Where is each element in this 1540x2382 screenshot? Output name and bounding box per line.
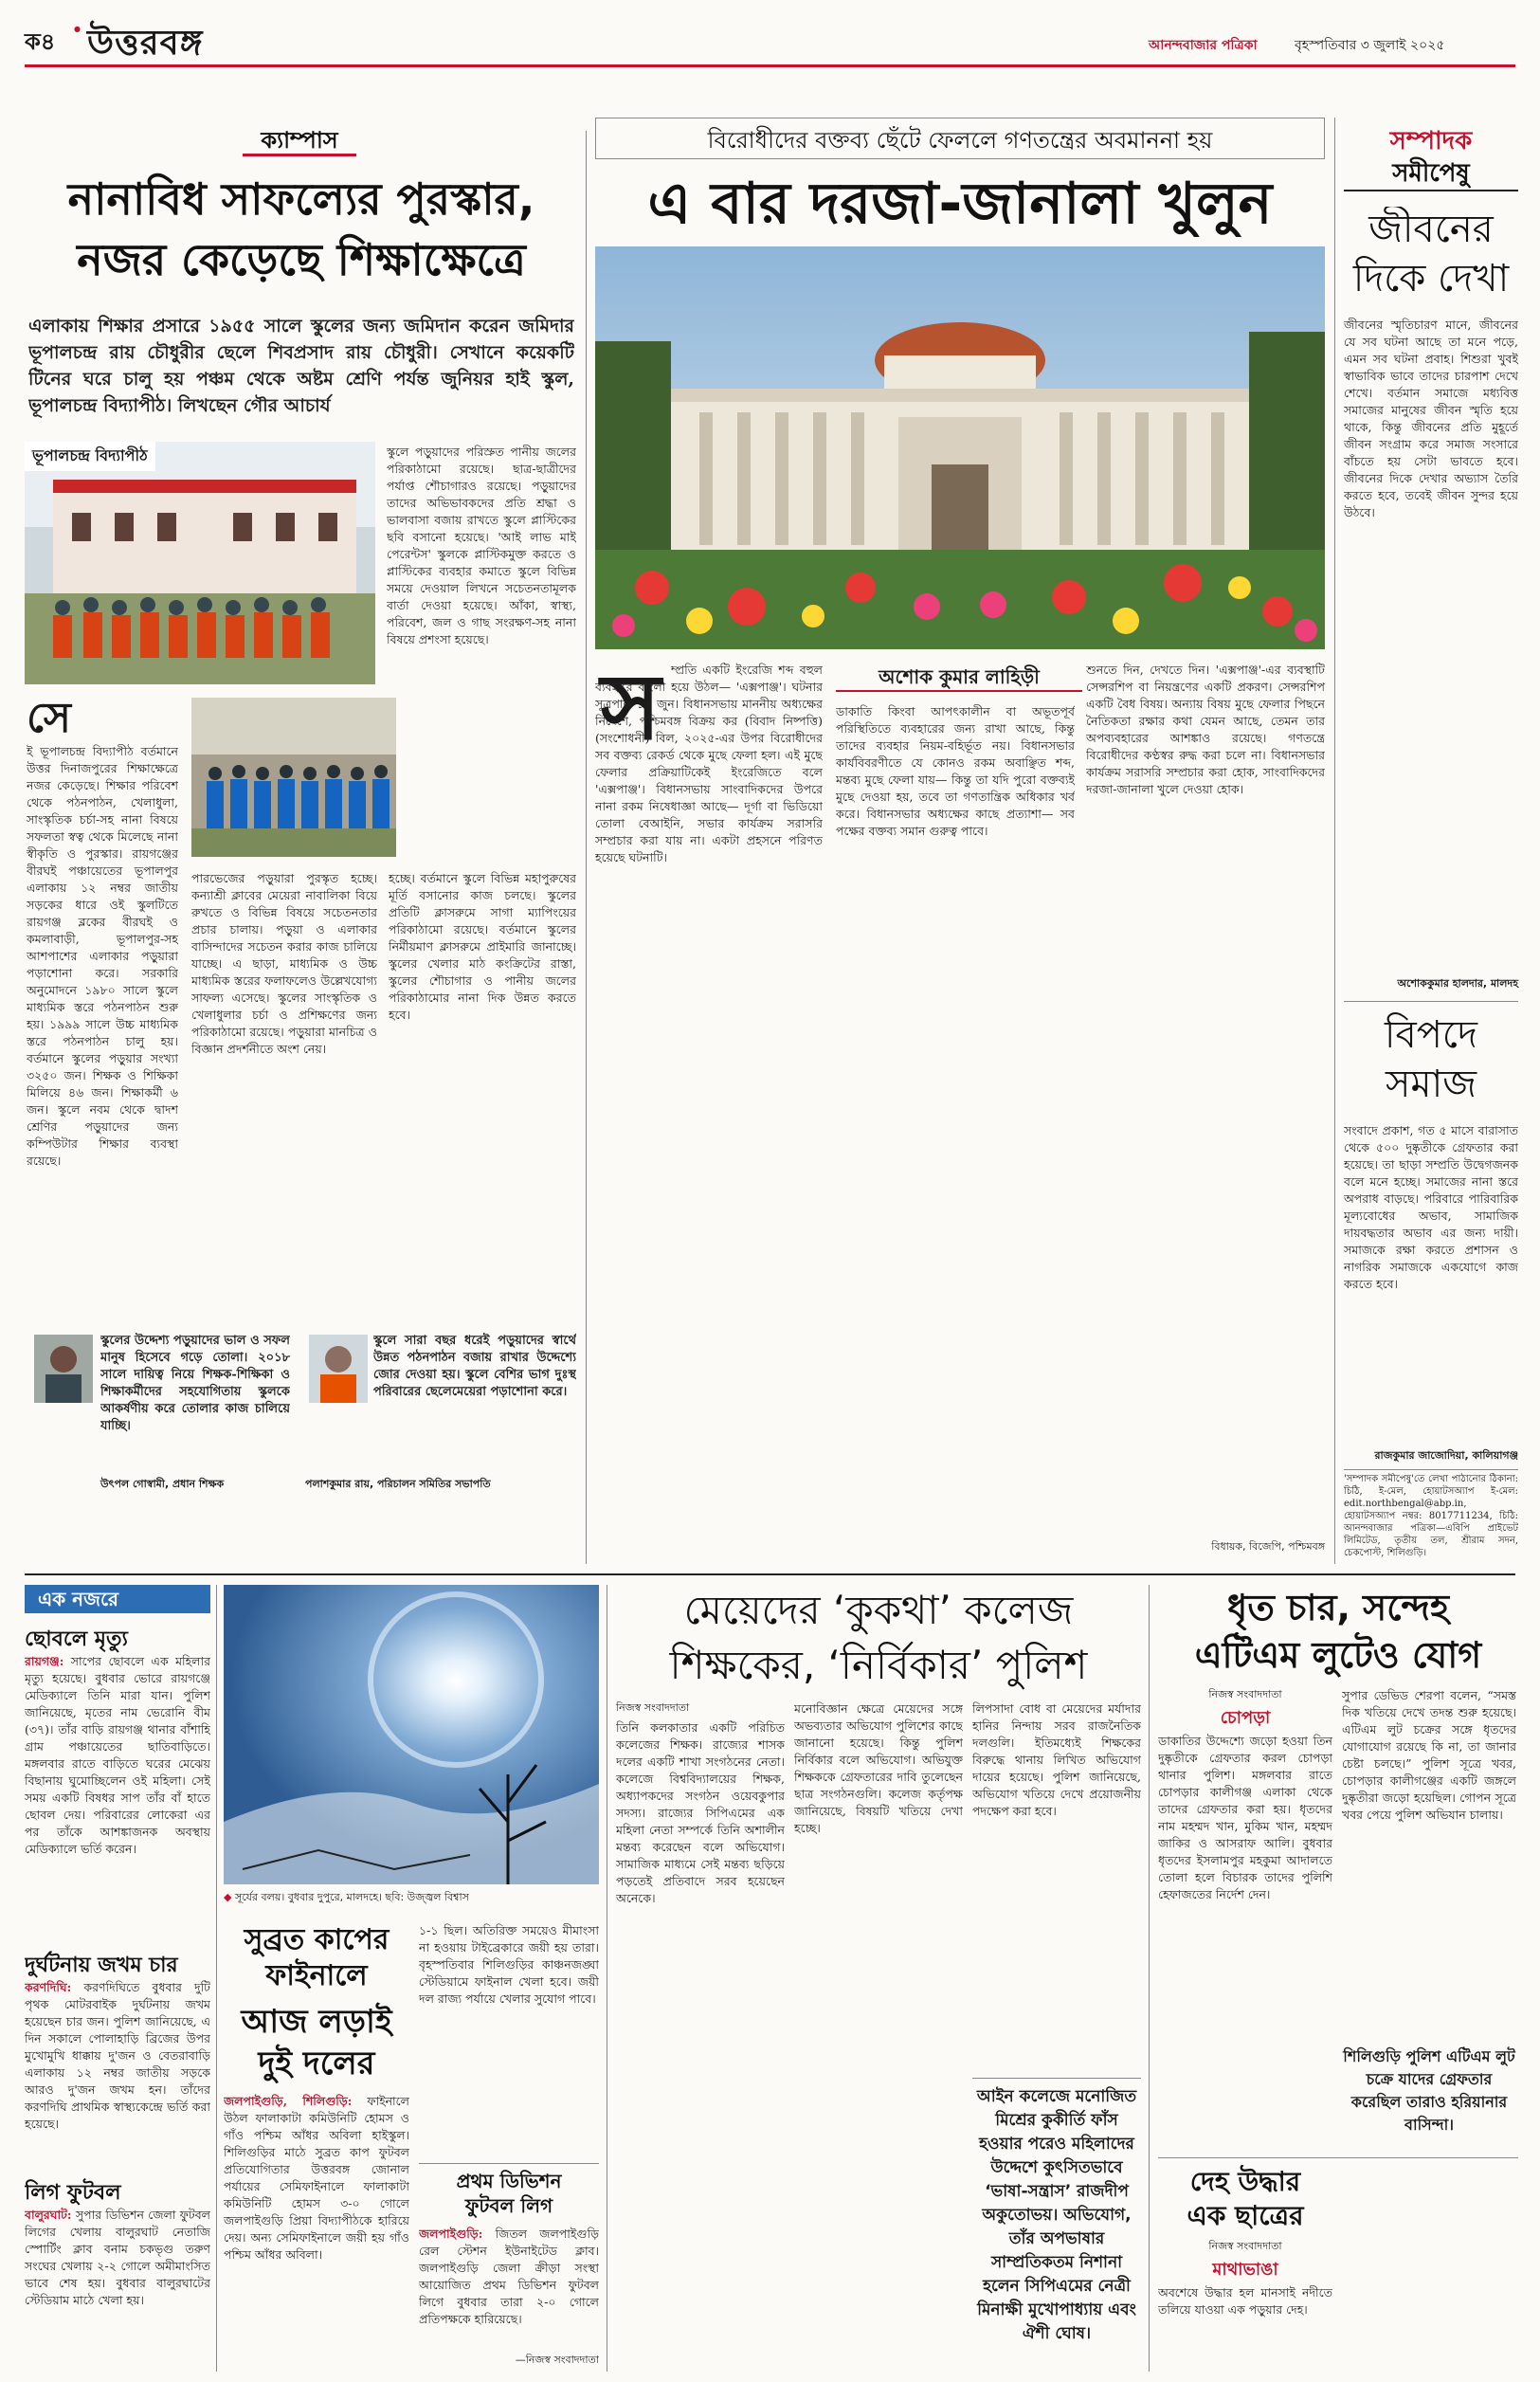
section-title: উত্তরবঙ্গ (87, 24, 204, 63)
letter-2-title-1: বিপদে (1385, 1013, 1477, 1057)
deho-place: মাথাভাঙা (1212, 2260, 1278, 2280)
letters-kicker-2: সমীপেষু (1392, 159, 1470, 188)
sky-photo-caption (224, 1890, 599, 1904)
letter-1-author: অশোককুমার হালদার, মালদহ (1397, 977, 1518, 990)
president-quote: স্কুলে সারা বছর ধরেই পড়ুয়াদের স্বার্থে উন্নত পঠনপাঠন বজায় রাখার উদ্দেশ্যে জোর দেওয়া হয়। স্কুলে বেশির ভাগ দুঃস্থ পরিবারের ছেলেমেয়েরা পড়াশোনা করে। (373, 1334, 576, 1399)
editorial-headline: এ বার দরজা-জানালা খুলুন (647, 171, 1273, 237)
editorial-byline: অশোক কুমার লাহিড়ী (879, 665, 1040, 688)
campus-col1: ই ভূপালচন্দ্র বিদ্যাপীঠ বর্তমানে উত্তর দিনাজপুরের শিক্ষাক্ষেত্রে নজর কেড়েছে। শিক্ষার পরিবেশ থেকে পঠনপাঠন, খেলাধুলা, সাংস্কৃতিক চর্চা-সহ নানা বিষয়ে সফলতা স্বত্ব থেকে মিলেছে নানা স্বীকৃতি ও পুরস্কার। রায়গঞ্জের বীরঘই পঞ্চায়েতের ভূপালপুর এলাকায় ১২ নম্বর জাতীয় সড়কের ধারে ওই স্কুলটিতে রায়গঞ্জ ব্লকের বীরঘই ও কমলাবাড়ী, ভূপালপুর-সহ আশপাশের এলাকার পড়ুয়ারা পড়াশোনা করে। সরকারি অনুমোদনে ১৯৮০ সালে স্কুলে মাধ্যমিক স্তরে পঠনপাঠন শুরু হয়। ১৯৯৯ সালে উচ্চ মাধ্যমিক স্তরে পঠনপাঠন চালু হয়। বর্তমানে স্কুলের পড়ুয়ার সংখ্যা ৩২৫০ জন। শিক্ষক ও শিক্ষিকা মিলিয়ে ৪৬ জন। শিক্ষাকর্মী ৬ জন। স্কুলে নবম থেকে দ্বাদশ শ্রেণির পড়ুয়াদের জন্য কম্পিউটার শিক্ষার ব্যবস্থা রয়েছে। (27, 744, 178, 1168)
college-headline-2: শিক্ষকের, ‘নির্বিকার’ পুলিশ (669, 1642, 1088, 1688)
news-2-body (25, 1979, 210, 2165)
letters-contact: 'সম্পাদক সমীপেষু'তে লেখা পাঠানোর ঠিকানা: চিঠি, ই-মেল, হোয়াটসঅ্যাপ ই-মেল: edit.northbengal@abp.in, হোয়াটসঅ্যাপ নম্বর: 8017711234, চিঠি: আনন্দবাজার পত্রিকা—এবিপি প্রাইভেট লিমিটেড, তৃতীয় তল, শ্রীরাম সদন, চেকপোস্ট, শিলিগুড়ি। (1344, 1474, 1518, 1558)
deho-headline-1: দেহ উদ্ধার (1189, 2166, 1301, 2197)
campus-tag-underline (243, 154, 356, 156)
editorial-col3: শুনতে দিন, দেখতে দিন। 'এক্সপাঞ্জ'-এর ব্যবস্থাটি সেন্সরশিপ বা নিয়ন্ত্রণের একটি প্রকরণ। সেন্সরশিপ একটি বৈধ বিষয়। অন্যায় বিষয় মুছে ফেলার পিছনে নৈতিকতা রক্ষার কথা যেমন আছে, তেমন তার অপব্যবহারের আশঙ্কাও রয়েছে। গণতন্ত্রে বিরোধীদের কণ্ঠস্বর রুদ্ধ করা চলে না। বিধানসভার কার্যক্রম সরাসরি সম্প্রচার করা হোক, সাংবাদিকদের দরজা-জানালা খুলে দেওয়া হোক। (1086, 663, 1325, 796)
atm-place: চোপড়া (1220, 1708, 1271, 1728)
pratham-text: জিতল জলপাইগুড়ি রেল স্টেশন ইউনাইটেড ক্লাব। জলপাইগুড়ি জেলা ক্রীড়া সংস্থা আয়োজিত প্রথম ডিভিশন ফুটবল লিগে বুধবার তারা ২-০ গোলে প্রতিপক্ষকে হারিয়েছে। (419, 2227, 599, 2326)
atm-dateline: নিজস্ব সংবাদদাতা (1208, 1688, 1282, 1700)
college-dateline: নিজস্ব সংবাদদাতা (616, 1701, 690, 1714)
atm-col2: সুপার ডেভিড শেরপা বলেন, “সমস্ত দিক খতিয়ে দেখে তদন্ত শুরু হয়েছে। এটিএম লুট চক্রের সঙ্গে ধৃতদের যোগাযোগ রয়েছে কি না, তা জানার চেষ্টা চলছে।” পুলিশ সূত্রে খবর, চোপড়ার কালীগঞ্জের একটি জঙ্গলে দুষ্কৃতীরা জড়ো হয়েছিল। গোপন সূত্রে খবর পেয়ে পুলিশ অভিযান চালায়। (1342, 1688, 1516, 1822)
column-divider-5 (1149, 1585, 1150, 2372)
author-designation: বিধায়ক, বিজেপি, পশ্চিমবঙ্গ (1211, 1540, 1325, 1553)
letter-2-title-2: সমাজ (1385, 1063, 1477, 1106)
caption-marker-icon: ◆ (224, 1891, 235, 1903)
pratham-divider (419, 2163, 599, 2164)
atm-headline-2: এটিএম লুটেও যোগ (1194, 1634, 1482, 1676)
college-section (616, 1585, 1141, 2372)
pratham-headline-2: ফুটবল লিগ (464, 2194, 553, 2217)
news-3-place: বালুরঘাট: (25, 2208, 72, 2222)
students-photo (191, 698, 396, 857)
campus-headline-2: নজর কেড়েছে শিক্ষাক্ষেত্রে (77, 234, 526, 285)
letter-1-body: জীবনের স্মৃতিচারণ মানে, জীবনের যে সব ঘটনা আছে তা মনে পড়ে, এমন সব ঘটনা প্রবাহ। শিশুরা খুবই স্বাভাবিক ভাবে তাদের চারপাশ দেখে শেখে। বর্তমান সমাজে মধ্যবিত্ত সমাজের মানুষের জীবন স্মৃতি হয়ে থাকে, কিন্তু জীবনের প্রতি মুহূর্তে জীবন সংগ্রাম করে সমাজ সংসারে বাঁচতে হয় সেটা ভাবতে হবে। জীবনের দিকে দেখার অভ্যাস তৈরি করতে হবে, তবেই জীবন সুন্দর হয়ে উঠবে। (1344, 318, 1518, 519)
school-building-photo (25, 442, 375, 684)
page-number: ক৪ (25, 28, 56, 55)
pratham-headline-1: প্রথম ডিভিশন (456, 2170, 562, 2192)
masthead-rule (25, 64, 1515, 67)
headmaster-quote: স্কুলের উদ্দেশ্য পড়ুয়াদের ভাল ও সফল মানুষ হিসেবে গড়ে তোলা। ২০১৮ সালে দায়িত্ব নিয়ে শিক্ষক-শিক্ষিকা ও শিক্ষাকর্মীদের সহযোগিতায় স্কুলকে আকর্ষণীয় করে তোলার কাজ চালিয়ে যাচ্ছি। (100, 1334, 290, 1433)
atm-col1: ডাকাতির উদ্দেশ্যে জড়ো হওয়া তিন দুষ্কৃতীকে গ্রেফতার করল চোপড়া থানার পুলিশ। মঙ্গলবার রাতে চোপড়ার কালীগঞ্জ এলাকা থেকে তাদের গ্রেফতার করা হয়। ধৃতদের নাম মহম্মদ খান, মুকিম খান, মহম্মদ জাকির ও আসরাফ আলি। বুধবার ধৃতদের ইসলামপুর মহকুমা আদালতে তোলা হলে বিচারক তাদের পুলিশি হেফাজতের নির্দেশ দেন। (1158, 1734, 1332, 1901)
ek-najare-section (25, 1585, 210, 2372)
sun-halo-photo (224, 1585, 599, 1884)
news-1-place: রায়গঞ্জ: (25, 1654, 64, 1668)
assembly-building-photo (595, 246, 1325, 649)
letter-1-title-2: দিকে দেখা (1352, 257, 1510, 300)
letters-kicker: সম্পাদক (1389, 127, 1473, 155)
editorial-kicker: বিরোধীদের বক্তব্য ছেঁটে ফেললে গণতন্ত্রের অবমাননা হয় (707, 127, 1213, 154)
subrata-col2: ১-১ ছিল। অতিরিক্ত সময়েও মীমাংসা না হওয়ায় টাইব্রেকারে জয়ী হয় তারা। বৃহস্পতিবার শিলিগুড়ির কাঞ্চনজঙ্ঘা স্টেডিয়ামে ফাইনাল খেলা হবে। জয়ী দল রাজ্য পর্যায়ে খেলার সুযোগ পাবে। (419, 1923, 599, 2006)
president-name: পলাশকুমার রায়, পরিচালন সমিতির সভাপতি (305, 1478, 491, 1490)
news-3-text: সুপার ডিভিশন জেলা ফুটবল লিগের খেলায় বালুরঘাট নেতাজি স্পোর্টিং ক্লাব বনাম চকভৃগু তরুণ সংঘের খেলায় ২-২ গোলে অমীমাংসিত ভাবে শেষ হয়। বুধবার বালুরঘাটের স্টেডিয়াম মাঠে খেলা হয়। (25, 2208, 210, 2307)
committee-president-portrait (309, 1335, 368, 1403)
headmaster-name: উৎপল গোস্বামী, প্রধান শিক্ষক (100, 1478, 225, 1490)
masthead (25, 17, 1515, 63)
letters-divider (1344, 1001, 1518, 1002)
college-pull-box: আইন কলেজে মনোজিত মিশ্রের কুকীর্তি ফাঁস হওয়ার পরেও মহিলাদের উদ্দেশে কুৎসিতভাবে ‘ভাষা-সন্ত্রাস’ রাজদীপ অকুতোভয়। অভিযোগ, তাঁর অপভাষার সাম্প্রতিকতম নিশানা হলেন সিপিএমের নেত্রী মিনাক্ষী মুখোপাধ্যায় এবং ঐশী ঘোষ। (976, 2087, 1137, 2343)
campus-col2: স্কুলে পড়ুয়াদের পরিস্রুত পানীয় জলের পরিকাঠামো রয়েছে। ছাত্র-ছাত্রীদের পর্যাপ্ত শৌচাগারও রয়েছে। পড়ুয়াদের তাদের অভিভাবকদের প্রতি শ্রদ্ধা ও ভালবাসা বজায় রাখতে স্কুলে প্লাস্টিকের ছবি বসানো হয়েছে। 'আই লাভ মাই পেরেন্টস' স্কুলকে প্লাস্টিকমুক্ত করতে ও প্লাস্টিকের ব্যবহার কমাতে স্কুলে বিভিন্ন সময়ে দেওয়াল লিখনে সচেতনতামূলক বার্তা দেওয়া হয়েছে। আঁকা, স্বাস্থ্য, পরিবেশ, জল ও গাছ সংরক্ষণ-সহ নানা বিষয়ে প্রশংসা হয়েছে। (387, 445, 576, 646)
sky-photo-section (224, 1585, 599, 2372)
news-2-text: করণদিঘিতে বুধবার দুটি পৃথক মোটরবাইক দুর্ঘটনায় জখম হয়েছেন চার জন। পুলিশ জানিয়েছে, এ দিন সকালে পোলাহাড়ি ব্রিজের উপর মুখোমুখি ধাক্কায় দু'জন ও বেতরাবাড়ি এলাকায় ১২ নম্বর জাতীয় সড়কে আরও দু'জন জখম হন। তাঁদের করণদিঘি প্রাথমিক স্বাস্থ্যকেন্দ্রে ভর্তি করা হয়েছে। (25, 1980, 210, 2131)
news-1-text: সাপের ছোবলে এক মহিলার মৃত্যু হয়েছে। বুধবার ভোরে রায়গঞ্জে মেডিক্যালে তিনি মারা যান। পুলিশ জানিয়েছে, মৃতের নাম ভেরোনি বীম (৩৭)। তাঁর বাড়ি রায়গঞ্জ থানার বাঁশাহি গ্রাম পঞ্চায়েতের ছাতিবাড়িতে। মঙ্গলবার রাতে বাড়িতে ঘরের মেঝেয় বিছানায় ঘুমোচ্ছিলেন ওই মহিলা। সেই সময় একটি বিষধর সাপ তাঁর বাঁ হাতে ছোবল দেয়। পরিবারের লোকেরা এর পর তাঁকে আশঙ্কাজনক অবস্থায় মেডিক্যালে ভর্তি করেন। (25, 1654, 210, 1856)
headmaster-portrait (34, 1335, 93, 1403)
paper-name: আনন্দবাজার পত্রিকা (1149, 38, 1258, 53)
subrata-place: জলপাইগুড়ি, শিলিগুড়ি: (224, 2094, 353, 2108)
campus-col4: হচ্ছে। বর্তমানে স্কুলে বিভিন্ন মহাপুরুষের মূর্তি বসানোর কাজ চলছে। স্কুলের প্রতিটি ক্লাসরুমে সাগা ম্যাপিংয়ের পরিকাঠামো রয়েছে। বর্তমানে স্কুলের নির্মীয়মাণ ক্লাসরুমে প্রাইমারি জানাচ্ছে। স্কুলের খেলার মাঠ কংক্রিটের রাস্তা, স্কুলের শৌচাগার ও পানীয় জলের পরিকাঠামোর নানা দিক উন্নত করতে হবে। (389, 871, 576, 1022)
column-divider-2 (1334, 118, 1335, 1564)
campus-intro: এলাকায় শিক্ষার প্রসারে ১৯৫৫ সালে স্কুলের জন্য জমিদান করেন জমিদার ভূপালচন্দ্র রায় চৌধুরীর ছেলে শিবপ্রসাদ রায় চৌধুরী। সেখানে কয়েকটি টিনের ঘরে চালু হয় পঞ্চম থেকে অষ্টম শ্রেণি পর্যন্ত জুনিয়র হাই স্কুল, ভূপালচন্দ্র বিদ্যাপীঠ। লিখছেন গৌর আচার্য (28, 316, 574, 416)
column-divider-3 (216, 1585, 217, 2372)
deho-body: অবশেষে উদ্ধার হল মানসাই নদীতে তলিয়ে যাওয়া এক পড়ুয়ার দেহ। (1158, 2285, 1332, 2317)
campus-col3: পারভেজের পড়ুয়ারা পুরস্কৃত হচ্ছে। কন্যাশ্রী ক্লাবের মেয়েরা নাবালিকা বিয়ে রুখতে ও বিভিন্ন বিষয়ে সচেতনতার প্রচার চালায়। পড়ুয়া ও এলাকার বাসিন্দাদের সচেতন করার কাজ চালিয়ে যাচ্ছে। এ ছাড়া, মাধ্যমিক ও উচ্চ মাধ্যমিক স্তরের ফলাফলেও উল্লেখযোগ্য সাফল্য এসেছে। স্কুলের সাংস্কৃতিক ও খেলাধুলার চর্চা ও প্রশিক্ষণের জন্য পরিকাঠামো রয়েছে। পড়ুয়ারা মানচিত্র ও বিজ্ঞান প্রদর্শনীতে অংশ নেয়। (191, 871, 377, 1056)
news-2-title: দুর্ঘটনায় জখম চার (25, 1954, 178, 1977)
news-1-body (25, 1653, 210, 1937)
news-2-place: করণদিঘি: (25, 1980, 72, 1994)
letter-2-author: রাজকুমার জাজোদিয়া, কালিয়াগঞ্জ (1374, 1449, 1518, 1462)
editorial-col1: ম্প্রতি একটি ইংরেজি শব্দ বহুল ব্যবহারে বাংলা হয়ে উঠল— 'এক্সপাঞ্জ'। ঘটনার সূত্রপাত ১৯ জুন। বিধানসভায় মাননীয় অধ্যক্ষের নির্দেশে, পশ্চিমবঙ্গ বিক্রয় কর (বিবাদ নিষ্পত্তি) (সংশোধনী) বিল, ২০২৫-এর উপর বিরোধীদের সব বক্তব্য রেকর্ড থেকে মুছে ফেলা হল। এই মুছে ফেলার প্রক্রিয়াটিকেই ইংরেজিতে বলে 'এক্সপাঞ্জ'। বিধানসভায় সাংবাদিকদের উপরে নানা রকম নিষেধাজ্ঞা আছে— দূর্গা বা ভিডিয়ো তোলা বেআইনি, সভার কার্যক্রম সরাসরি সম্প্রচার করা যায় না। একটা প্রহসনে পরিণত হয়েছে ঘটনাটি। (595, 663, 823, 864)
deho-divider (1158, 2157, 1518, 2158)
school-photo-caption: ভূপালচন্দ্র বিদ্যাপীঠ (25, 442, 155, 471)
editorial-col2: ডাকাতি কিংবা আপৎকালীন বা অভূতপূর্ব পরিস্থিতিতে ব্যবহারের জন্য রাখা আছে, কিন্তু তাদের ব্যবহার নিয়ম-বহির্ভূত নয়। বিধানসভার কার্যবিবরণীতে যে কোনও রকম অবাঞ্ছিত শব্দ, মন্তব্য মুছে ফেলা যায়— কিন্তু তা যদি পুরো বক্তব্যই মুছে দেওয়া হয়, তবে তা গণতান্ত্রিক অধিকার খর্ব করে। বিধানসভার অধ্যক্ষের কাছে প্রত্যাশা— সব পক্ষের বক্তব্য সমান গুরুত্ব পাবে। (836, 704, 1075, 838)
subrata-headline-2: ফাইনালে (265, 1959, 368, 1992)
atm-pull-box: শিলিগুড়ি পুলিশ এটিএম লুট চক্রে যাদের গ্রেফতার করেছিল তারাও হরিয়ানার বাসিন্দা। (1343, 2047, 1515, 2134)
letter-1-title-1: জীবনের (1368, 208, 1494, 251)
subrata-headline-3: আজ লড়াই (241, 2003, 392, 2041)
section-logo-icon: ● (74, 25, 81, 33)
contact-divider (1344, 1469, 1518, 1470)
news-3-title: লিগ ফুটবল (25, 2181, 121, 2205)
college-col3: লিপসাদা বোধ বা মেয়েদের মর্যাদার হানির নিন্দায় সরব রাজনৈতিক দলগুলি। ইতিমধ্যেই শিক্ষকের বিরুদ্ধে থানায় লিখিত অভিযোগ দায়ের হয়েছে। পুলিশ জানিয়েছে, অভিযোগ খতিয়ে দেখে প্রয়োজনীয় পদক্ষেপ করা হবে। (972, 1701, 1141, 1818)
deho-headline-2: এক ছাত্রের (1187, 2200, 1304, 2231)
subrata-headline-1: সুব্রত কাপের (244, 1923, 390, 1956)
column-divider (586, 131, 587, 1564)
atm-headline-1: ধৃত চার, সন্দেহ (1227, 1587, 1449, 1628)
subrata-col1 (224, 2093, 409, 2368)
college-headline-1: মেয়েদের ‘কুকথা’ কলেজ (683, 1587, 1074, 1633)
pratham-place: জলপাইগুড়ি: (419, 2227, 483, 2241)
editorial-section (595, 118, 1325, 1564)
subrata-headline-4: দুই দলের (258, 2045, 375, 2082)
campus-section (25, 127, 578, 1562)
editorial-dropcap: স (601, 654, 661, 760)
news-1-title: ছোবলে মৃত্যু (25, 1627, 128, 1651)
pratham-body (419, 2226, 599, 2351)
campus-tag: ক্যাম্পাস (261, 127, 338, 154)
atm-section (1158, 1585, 1518, 2372)
letters-section (1344, 118, 1518, 1564)
sky-caption-text: সূর্যের বলয়। বুধবার দুপুরে, মালদহে। ছবি: উজ্জ্বল বিশ্বাস (234, 1891, 469, 1903)
fold-rule (25, 1573, 1515, 1575)
campus-dropcap: সে (27, 694, 71, 742)
letter-2-body: সংবাদে প্রকাশ, গত ৫ মাসে বারাসাত থেকে ৫০০ দুষ্কৃতীকে গ্রেফতার করা হয়েছে। তা ছাড়া সম্প্রতি উদ্বেগজনক বলে মনে হচ্ছে। সমাজের নানা স্তরে অপরাধ বাড়ছে। পরিবারে পারিবারিক মূল্যবোধের অভাব, সামাজিক দায়বদ্ধতার অভাব এর জন্য দায়ী। সমাজকে রক্ষা করতে প্রশাসন ও নাগরিক সমাজকে একযোগে কাজ করতে হবে। (1344, 1123, 1518, 1291)
letters-kicker-rule (1344, 190, 1518, 191)
college-box-rule (972, 2078, 1141, 2079)
deho-dateline: নিজস্ব সংবাদদাতা (1208, 2240, 1282, 2252)
subrata-text: ফাইনালে উঠল ফালাকাটা কমিউনিটি হোমস ও গাঁও পশ্চিম আঁধর অবিলা হাইস্কুল। শিলিগুড়ির মাঠে সুব্রত কাপ ফুটবল প্রতিযোগিতার উত্তরবঙ্গ জোনাল পর্যায়ের সেমিফাইনালে ফালাকাটা কমিউনিটি হোমস ৩-০ গোলে জলপাইগুড়ি প্রিয়া বিদ্যাপীঠকে হারিয়ে দেয়। অন্য সেমিফাইনালে জয়ী হয় গাঁও পশ্চিম আঁধর অবিলা। (224, 2094, 409, 2262)
campus-headline-1: নানাবিধ সাফল্যের পুরস্কার, (67, 173, 535, 225)
college-col1: তিনি কলকাতার একটি পরিচিত কলেজের শিক্ষক। রাজ্যের শাসক দলের একটি শাখা সংগঠনের নেতা। কলেজে বিশ্ববিদ্যালয়ের শিক্ষক, অধ্যাপকদের সংগঠন ওয়েবকুপার সদস্য। রাজ্যের সিপিএমের এক মহিলা নেতা সম্পর্কে তিনি অশালীন মন্তব্য করেছেন বলে অভিযোগ। সামাজিক মাধ্যমে সেই মন্তব্য ছড়িয়ে পড়তেই প্রতিবাদে সরব হয়েছেন অনেকে। (616, 1720, 785, 1905)
issue-date: বৃহস্পতিবার ৩ জুলাই ২০২৫ (1295, 38, 1445, 53)
pratham-byline: —নিজস্ব সংবাদদাতা (515, 2354, 599, 2366)
ek-najare-tag: এক নজরে (25, 1585, 210, 1613)
news-3-body (25, 2207, 210, 2368)
college-col2: মনোবিজ্ঞান ক্ষেত্রে মেয়েদের সঙ্গে অভব্যতার অভিযোগ পুলিশের কাছে জানানো হয়েছে। কিন্তু পুলিশ নির্বিকার বলে অভিযোগ। অভিযুক্ত শিক্ষককে গ্রেফতারের দাবি তুলেছেন ছাত্র সংগঠনগুলি। কলেজ কর্তৃপক্ষ জানিয়েছে, বিষয়টি খতিয়ে দেখা হচ্ছে। (794, 1701, 963, 1835)
